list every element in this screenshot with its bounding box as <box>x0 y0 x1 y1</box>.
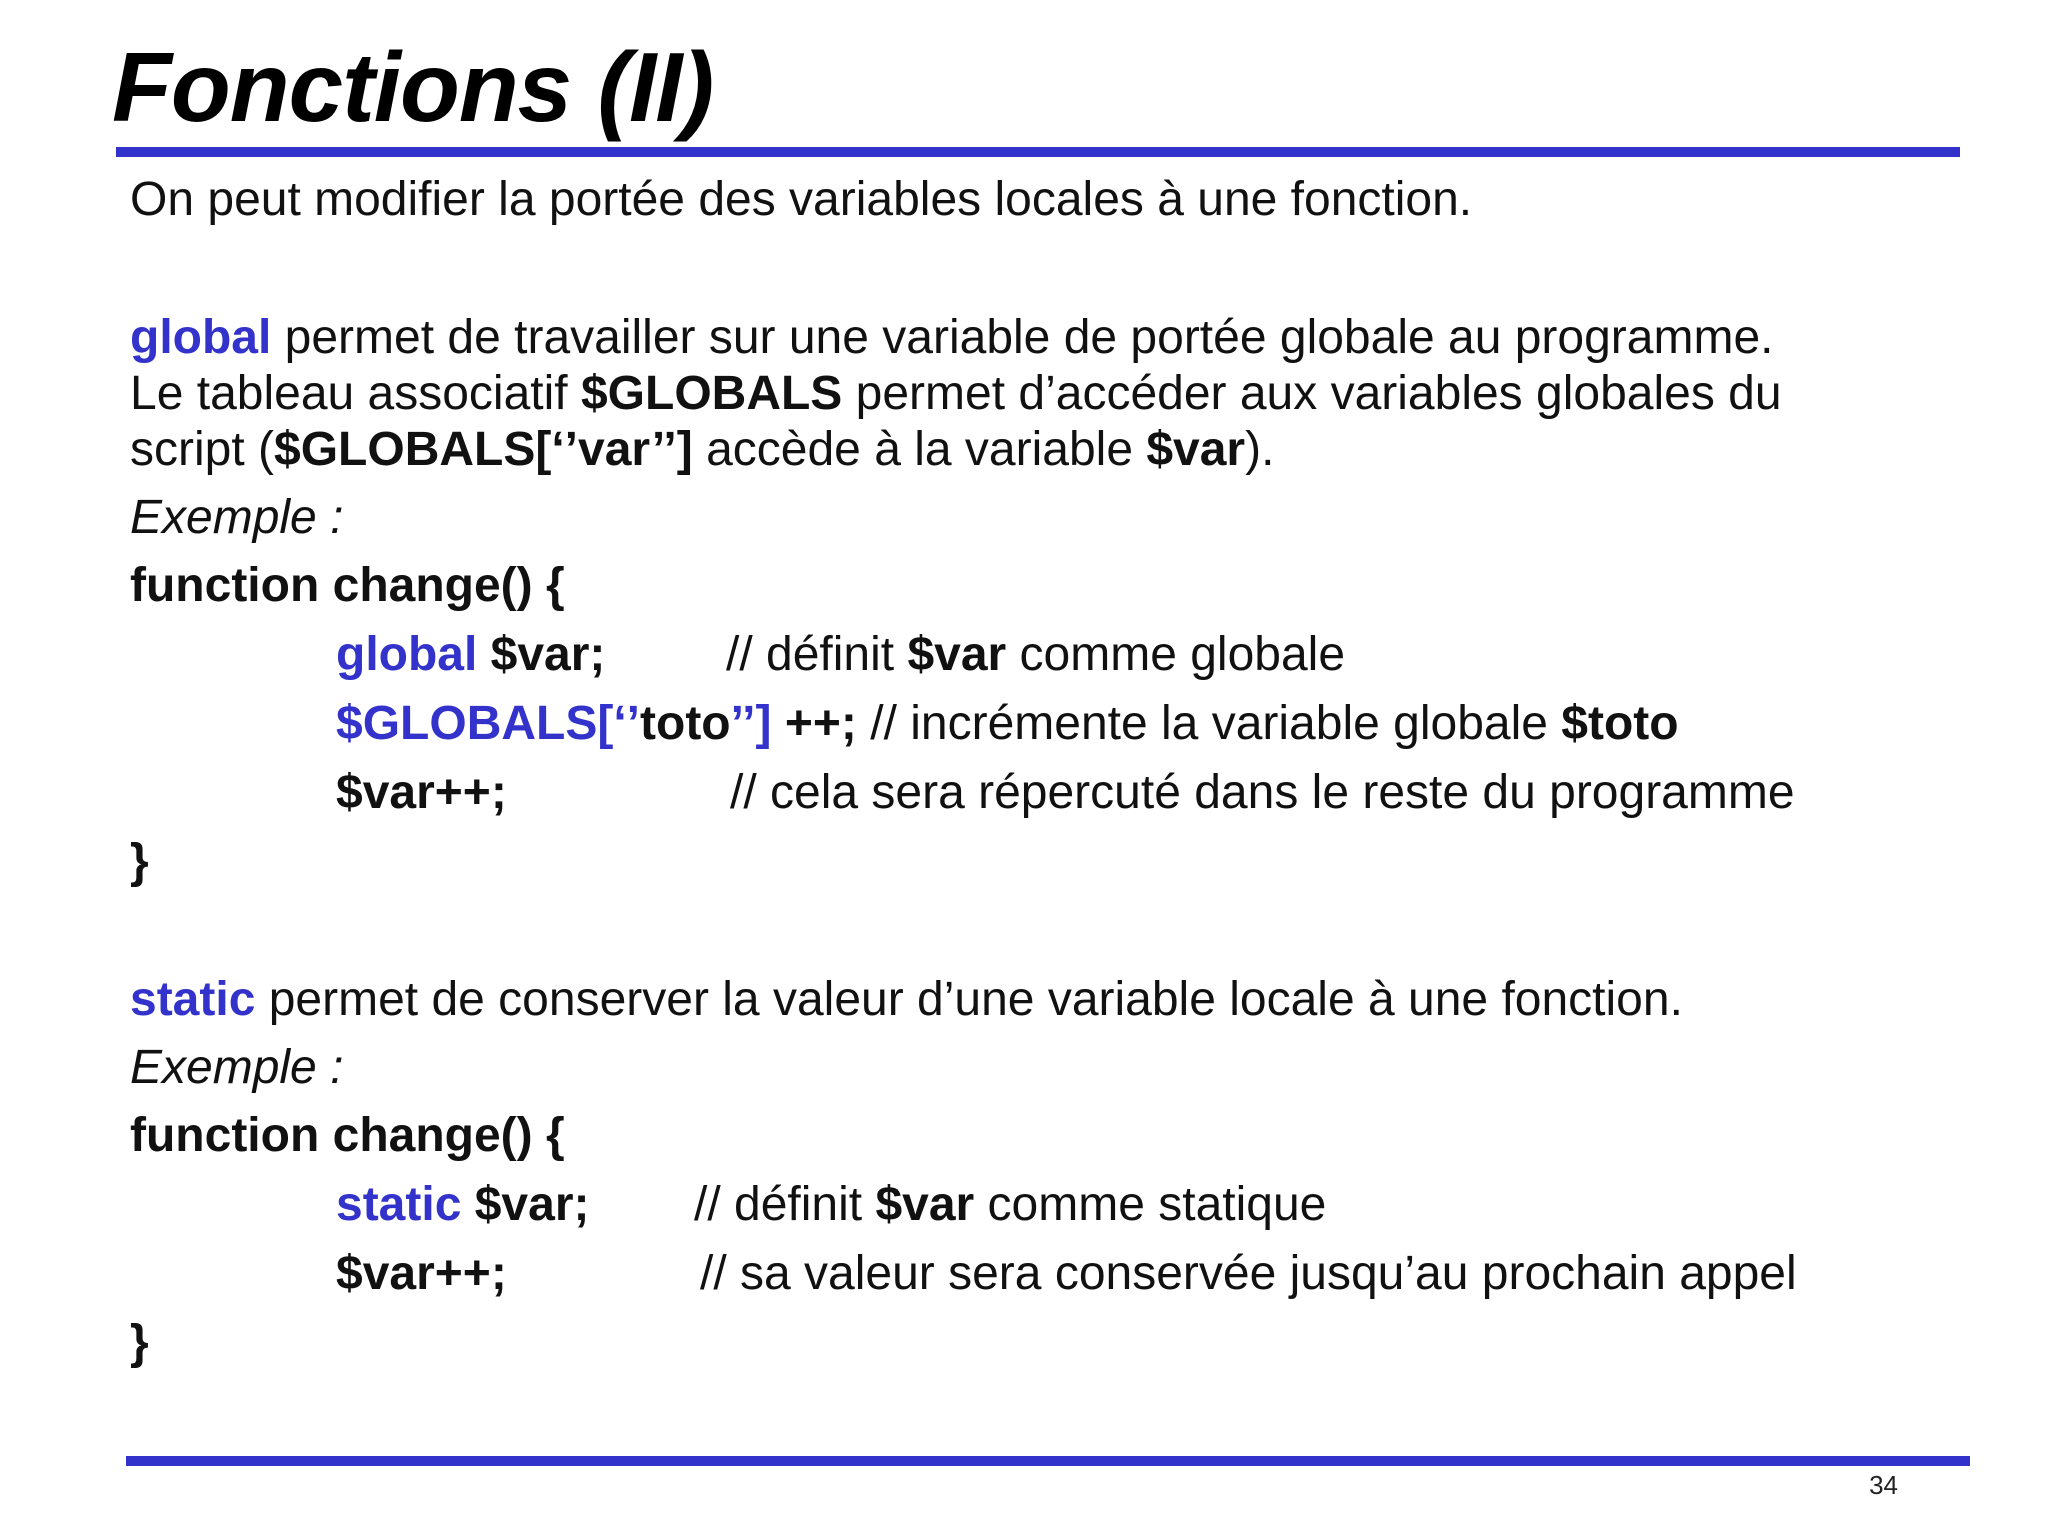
comment-var: $var <box>907 628 1007 681</box>
globals-var-access: $GLOBALS[‘’var’’] <box>274 423 693 476</box>
footer-rule <box>126 1456 1970 1466</box>
example-label-2: Exemple : <box>130 1041 344 1094</box>
comment-var: $var <box>875 1178 975 1231</box>
code-1-line-1-stmt <box>336 627 605 683</box>
code-2-open: function change() { <box>130 1109 565 1162</box>
code-var: $var; <box>461 1178 590 1231</box>
comment-part: // définit <box>726 628 908 681</box>
code-global-keyword: global <box>336 628 478 681</box>
comment-part: // définit <box>694 1178 876 1231</box>
slide-title: Fonctions (II) <box>112 32 714 142</box>
code-static-keyword: static <box>336 1178 462 1231</box>
code-1-close: } <box>130 835 149 888</box>
intro-text: On peut modifier la portée des variables locales à une fonction. <box>130 173 1473 226</box>
static-keyword: static <box>130 973 256 1026</box>
code-globals-keyword: $GLOBALS[‘’ <box>336 697 641 750</box>
global-keyword: global <box>130 311 272 364</box>
code-globals-close: ’’] <box>730 697 772 750</box>
code-2-line-1-comment <box>694 1177 1326 1233</box>
comment-var-toto: $toto <box>1561 697 1679 750</box>
static-line-1 <box>130 972 1683 1028</box>
globals-array-name: $GLOBALS <box>580 367 843 420</box>
code-1-line-1-comment <box>726 627 1345 683</box>
code-var: $var; <box>477 628 606 681</box>
global-line-3 <box>130 422 1274 478</box>
global-line-3-e: ). <box>1245 423 1275 476</box>
global-line-2-a: Le tableau associatif <box>130 367 581 420</box>
global-line-3-c: accède à la variable <box>692 423 1147 476</box>
global-line-2-c: permet d’accéder aux variables globales du <box>842 367 1782 420</box>
code-2-line-2-stmt: $var++; <box>336 1247 507 1300</box>
code-2-line-1-stmt <box>336 1177 589 1233</box>
global-line-1-rest: permet de travailler sur une variable de portée globale au programme. <box>271 311 1774 364</box>
comment-part: comme statique <box>974 1178 1327 1231</box>
comment-part: // incrémente la variable globale <box>856 697 1562 750</box>
code-2-line-2-comment: // sa valeur sera conservée jusqu’au prochain appel <box>700 1247 1797 1300</box>
comment-part: comme globale <box>1006 628 1346 681</box>
static-line-1-rest: permet de conserver la valeur d’une variable locale à une fonction. <box>255 973 1683 1026</box>
title-underline <box>116 147 1960 157</box>
var-name: $var <box>1146 423 1246 476</box>
page-number: 34 <box>1869 1470 1898 1500</box>
code-toto-key: toto <box>640 697 731 750</box>
code-1-line-2 <box>336 696 1679 752</box>
global-line-2 <box>130 366 1782 422</box>
example-label-1: Exemple : <box>130 491 344 544</box>
code-increment-op: ++; <box>771 697 857 750</box>
code-1-open: function change() { <box>130 559 565 612</box>
code-1-line-3-stmt: $var++; <box>336 766 507 819</box>
global-line-1 <box>130 310 1773 366</box>
code-1-line-3-comment: // cela sera répercuté dans le reste du programme <box>730 766 1795 819</box>
global-line-3-a: script ( <box>130 423 274 476</box>
code-2-close: } <box>130 1316 149 1369</box>
